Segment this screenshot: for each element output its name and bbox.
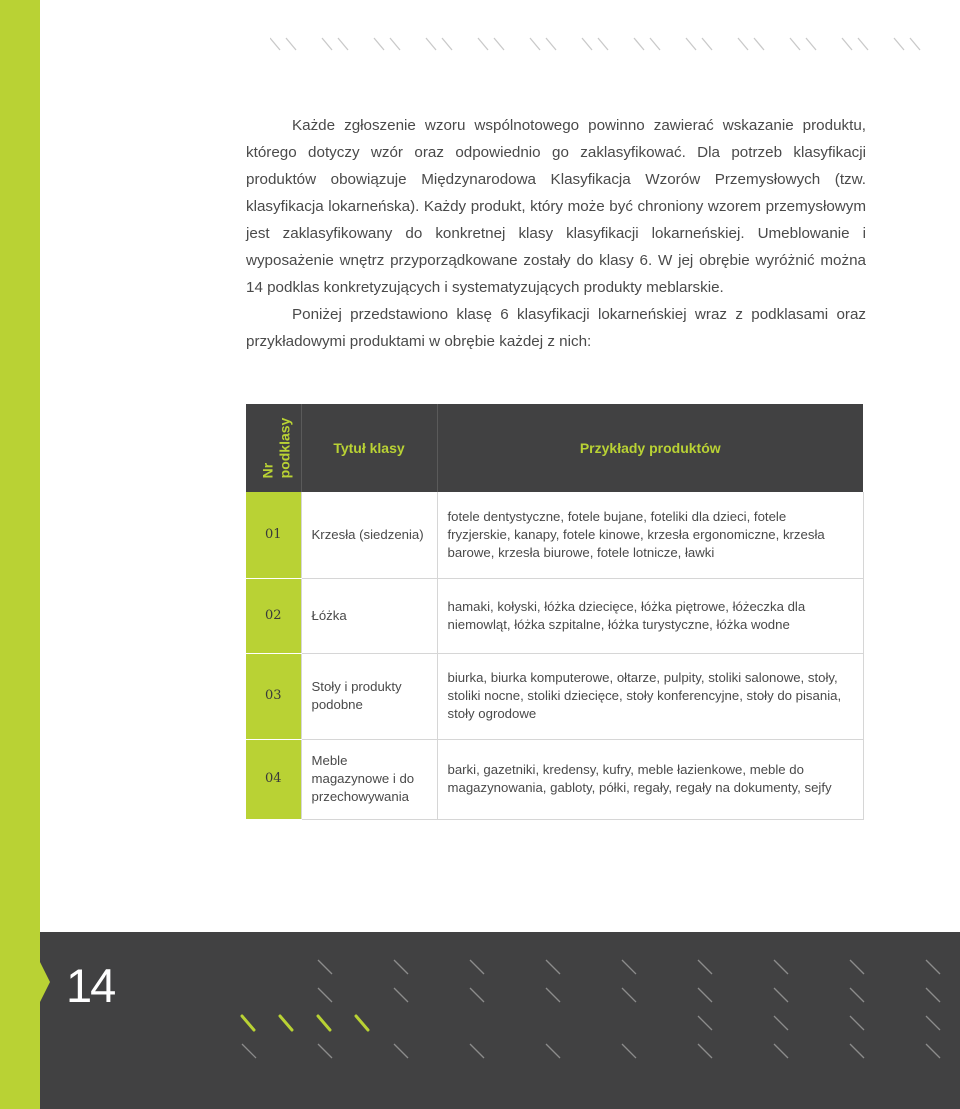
- top-slash-pattern: [270, 36, 940, 56]
- footer-slash-pattern: [240, 958, 950, 1068]
- footer-accent-tab: [0, 932, 50, 1109]
- subclass-table: [246, 404, 864, 820]
- table-row: [246, 739, 863, 819]
- row-nr: 04: [246, 739, 301, 819]
- row-title: Meble magazynowe i do przechowywania: [301, 739, 437, 819]
- row-title: Krzesła (siedzenia): [301, 492, 437, 578]
- header-examples: Przykłady produktów: [437, 404, 863, 492]
- header-nr-line1: Nr: [259, 462, 276, 479]
- header-nr: [246, 404, 301, 492]
- intro-text: [246, 112, 866, 355]
- header-title: Tytuł klasy: [301, 404, 437, 492]
- page-number: 14: [66, 959, 115, 1012]
- row-examples: fotele dentystyczne, fotele bujane, foteliki dla dzieci, fotele fryzjerskie, kanapy, fotele kinowe, krzesła ergonomiczne, krzesła barowe, krzesła biurowe, fotele lotnicze, ławki: [437, 492, 863, 578]
- row-nr: 03: [246, 653, 301, 739]
- table-row: [246, 492, 863, 578]
- intro-paragraph-1: Każde zgłoszenie wzoru wspólnotowego powinno zawierać wskazanie produktu, którego dotyczy wzór oraz odpowiednio go zaklasyfikować. Dla potrzeb klasyfikacji produktów obowiązuje Międzynarodowa Klasyfikacja Wzorów Przemysłowych (tzw. klasyfikacja lokarneńska). Każdy produkt, który może być chroniony wzorem przemysłowym jest zaklasyfikowany do konkretnej klasy klasyfikacji lokarneńskiej. Umeblowanie i wyposażenie wnętrz przyporządkowane zostały do klasy 6. W jej obrębie wyróżnić można 14 podklas konkretyzujących i systematyzujących produkty meblarskie.: [246, 117, 866, 296]
- table-row: [246, 653, 863, 739]
- row-nr: 02: [246, 578, 301, 653]
- row-nr: 01: [246, 492, 301, 578]
- row-examples: hamaki, kołyski, łóżka dziecięce, łóżka piętrowe, łóżeczka dla niemowląt, łóżka szpitalne, łóżka turystyczne, łóżka wodne: [437, 578, 863, 653]
- table-row: [246, 578, 863, 653]
- row-title: Łóżka: [301, 578, 437, 653]
- row-examples: barki, gazetniki, kredensy, kufry, meble łazienkowe, meble do magazynowania, gabloty, półki, regały, regały na dokumenty, sejfy: [437, 739, 863, 819]
- header-nr-line2: podklasy: [276, 417, 293, 479]
- row-examples: biurka, biurka komputerowe, ołtarze, pulpity, stoliki salonowe, stoły, stoliki nocne, stoliki dziecięce, stoły konferencyjne, stoły do pisania, stoły ogrodowe: [437, 653, 863, 739]
- table-header-row: [246, 404, 863, 492]
- row-title: Stoły i produkty podobne: [301, 653, 437, 739]
- intro-paragraph-2: Poniżej przedstawiono klasę 6 klasyfikacji lokarneńskiej wraz z podklasami oraz przykładowymi produktami w obrębie każdej z nich:: [246, 306, 866, 350]
